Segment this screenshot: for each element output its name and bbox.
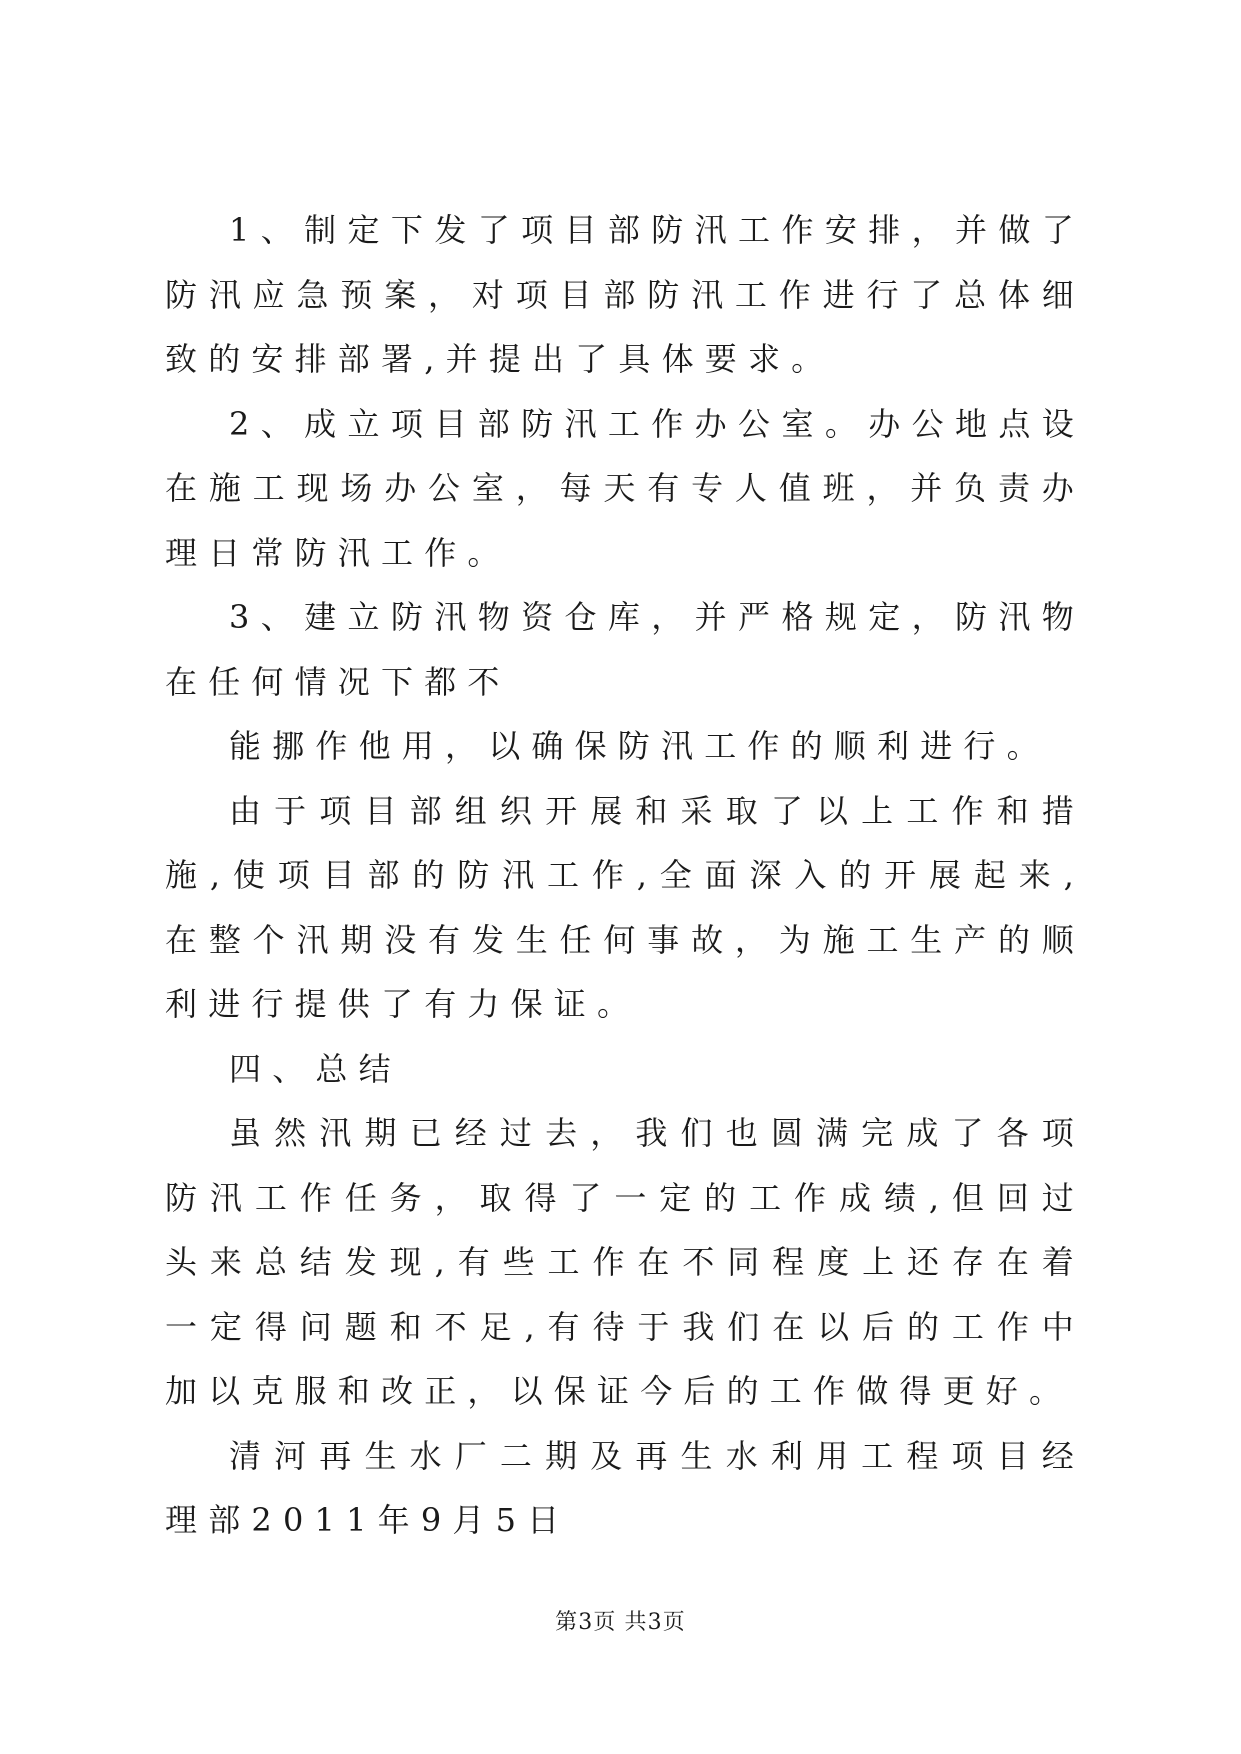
- paragraph-item-2: 2、成立项目部防汛工作办公室。办公地点设在施工现场办公室，每天有专人值班，并负责办理日常防汛工作。: [165, 404, 1085, 572]
- section-heading-summary: 四、总结: [229, 1049, 402, 1088]
- paragraph-measures-result: 由于项目部组织开展和采取了以上工作和措施,使项目部的防汛工作,全面深入的开展起来,在整个汛期没有发生任何事故，为施工生产的顺利进行提供了有力保证。: [165, 791, 1085, 1023]
- paragraph-item-1: 1、制定下发了项目部防汛工作安排，并做了防汛应急预案，对项目部防汛工作进行了总体细致的安排部署,并提出了具体要求。: [165, 211, 1085, 378]
- page-number-footer: 第3页 共3页: [555, 1610, 686, 1635]
- paragraph-summary: 虽然汛期已经过去，我们也圆满完成了各项防汛工作任务，取得了一定的工作成绩,但回过头来总结发现,有些工作在不同程度上还存在着一定得问题和不足,有待于我们在以后的工作中加以克服和改正，以保证今后的工作做得更好。: [165, 1114, 1085, 1410]
- paragraph-item-3-continued: 能挪作他用，以确保防汛工作的顺利进行。: [229, 727, 1050, 765]
- document-body: [165, 198, 1085, 1553]
- paragraph-item-3: 3、建立防汛物资仓库，并严格规定，防汛物在任何情况下都不: [165, 598, 1085, 701]
- paragraph-signature-date: 清河再生水厂二期及再生水利用工程项目经理部2011年9月5日: [165, 1436, 1085, 1539]
